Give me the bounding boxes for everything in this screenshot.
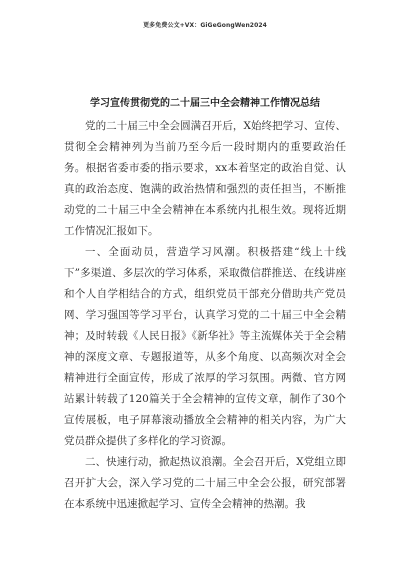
header-note: 更多免费公文+VX：GiGeGongWen2024 [143, 22, 267, 29]
document-body [64, 116, 346, 515]
document-title: 学习宣传贯彻党的二十届三中全会精神工作情况总结 [90, 98, 320, 109]
paragraph-section-two: 二、快速行动，掀起热议浪潮。全会召开后，X党组立即召开扩大会，深入学习党的二十届三中全会公报，研究部署在本系统中迅速掀起学习、宣传全会精神的热潮。我 [64, 456, 346, 510]
paragraph-section-one: 一、全面动员，营造学习风潮。积极搭建“线上十线下”多渠道、多层次的学习体系，采取微信群推送、在线讲座和个人自学相结合的方式，组织党员干部充分借助共产党员网、学习强国等学习平台，认真学习党的二十届三中全会精神；及时转载《人民日报》《新华社》等主流媒体关于全会精神的深度文章、专题报道等，从多个角度、以高频次对全会精神进行全面宣传，形成了浓厚的学习氛围。两微、官方网站累计转载了120篇关于全会精神的宣传文章，制作了30个宣传展板，电子屏幕滚动播放全会精神的相关内容，为广大党员群众提供了多样化的学习资源。 [64, 246, 346, 447]
paragraph-intro: 党的二十届三中全会圆满召开后，X始终把学习、宣传、贯彻全会精神列为当前乃至今后一段时期内的重要政治任务。根据省委市委的指示要求，xx本着坚定的政治自觉、认真的政治态度、饱满的政治热情和强烈的责任担当，不断推动党的二十届三中全会精神在本系统内扎根生效。现将近期工作情况汇报如下。 [64, 120, 346, 237]
